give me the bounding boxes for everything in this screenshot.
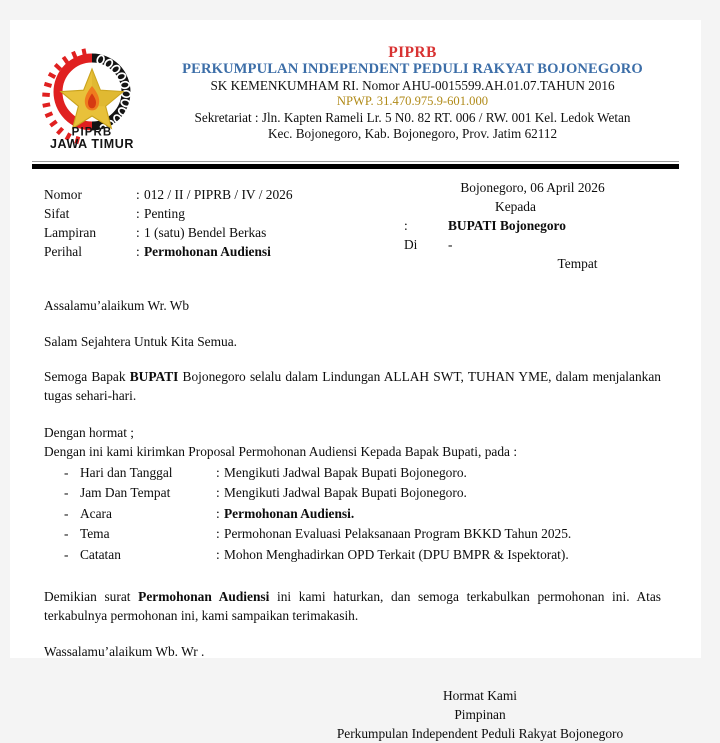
- item-colon: :: [216, 526, 220, 542]
- letter-meta-section: [32, 180, 679, 280]
- closing-paragraph: [44, 587, 661, 626]
- item-label: Acara: [80, 505, 112, 521]
- meta-label-perihal: Perihal: [44, 244, 82, 260]
- header-rule-thin: [32, 161, 679, 162]
- meta-colon: :: [136, 225, 140, 241]
- header-rule-thick: [32, 164, 679, 169]
- greeting-indonesian: Salam Sejahtera Untuk Kita Semua.: [44, 333, 238, 349]
- di-label: Di: [404, 237, 418, 253]
- meta-label-lampiran: Lampiran: [44, 225, 97, 241]
- closing-text-part2: ini kami haturkan, dan semoga terkabulkan permohonan ini. Atas terkabulnya permohonan ini, kami sampaikan terimakasih.: [44, 588, 661, 624]
- meta-row-nomor: [44, 185, 404, 204]
- prayer-text-part1: Semoga Bapak: [44, 369, 130, 385]
- signature-org-name: Perkumpulan Independent Peduli Rakyat Bojonegoro: [336, 726, 624, 742]
- document-page: [10, 20, 701, 742]
- item-label: Hari dan Tanggal: [80, 465, 173, 481]
- signature-block: [44, 686, 661, 743]
- meta-colon: :: [136, 187, 140, 202]
- org-address-line1: Sekretariat : Jln. Kapten Rameli Lr. 5 N0. 82 RT. 006 / RW. 001 Kel. Ledok Wetan: [194, 109, 631, 125]
- prayer-text-part2: Bojonegoro selalu dalam Lindungan ALLAH SWT, TUHAN YME, dalam menjalankan tugas sehari-hari.: [44, 369, 662, 404]
- org-sk-number: SK KEMENKUMHAM RI. Nomor AHU-0015599.AH.01.07.TAHUN 2016: [210, 78, 615, 94]
- addressee-di-row: [404, 235, 679, 254]
- addressee-block: [404, 178, 679, 273]
- list-item: [44, 463, 661, 483]
- tempat-label: Tempat: [557, 256, 598, 272]
- list-item: [44, 504, 661, 524]
- city-and-date: Bojonegoro, 06 April 2026: [460, 180, 605, 195]
- addressee-yth-row: [404, 216, 679, 235]
- organization-logo: [32, 44, 152, 154]
- respect-line: Dengan hormat ;: [44, 424, 134, 440]
- org-npwp: NPWP. 31.470.975.9-601.000: [336, 94, 489, 109]
- prayer-paragraph: [44, 367, 661, 406]
- item-colon: :: [216, 465, 220, 481]
- di-value: -: [448, 237, 453, 253]
- meta-value-perihal: Permohonan Audiensi: [144, 244, 271, 260]
- letter-body: [32, 296, 679, 743]
- org-abbreviation: PIPRB: [388, 44, 437, 61]
- list-item: [44, 545, 661, 565]
- item-bullet: -: [64, 485, 69, 501]
- item-bullet: -: [64, 465, 69, 481]
- meta-label-sifat: Sifat: [44, 206, 70, 222]
- piprb-emblem-icon: [38, 46, 146, 154]
- meta-value-sifat: Penting: [144, 206, 185, 222]
- item-value: Permohonan Evaluasi Pelaksanaan Program BKKD Tahun 2025.: [224, 526, 572, 542]
- item-label: Tema: [80, 526, 110, 542]
- yth-label: :: [404, 218, 408, 234]
- letterhead: [32, 30, 679, 154]
- list-item: [44, 483, 661, 503]
- prayer-bold-term: BUPATI: [129, 369, 179, 385]
- yth-value: BUPATI Bojonegoro: [448, 218, 566, 234]
- closing-text-part1: Demikian surat: [44, 588, 139, 604]
- org-full-name: PERKUMPULAN INDEPENDENT PEDULI RAKYAT BOJONEGORO: [182, 61, 643, 78]
- meta-row-lampiran: [44, 223, 404, 242]
- meta-value-nomor: 012 / II / PIPRB / IV / 2026: [144, 187, 293, 202]
- closing-bold-term: Permohonan Audiensi: [138, 588, 270, 604]
- meta-row-perihal: [44, 242, 404, 261]
- request-intro-line: Dengan ini kami kirimkan Proposal Permohonan Audiensi Kepada Bapak Bupati, pada :: [44, 444, 518, 460]
- svg-text:PIPRB: PIPRB: [71, 126, 113, 139]
- item-bullet: -: [64, 505, 69, 521]
- item-colon: :: [216, 485, 220, 501]
- item-label: Jam Dan Tempat: [80, 485, 171, 501]
- item-bullet: -: [64, 526, 69, 542]
- greeting-arabic: Assalamu’alaikum Wr. Wb: [44, 298, 190, 314]
- signature-position: Pimpinan: [454, 707, 506, 723]
- item-label: Catatan: [80, 546, 121, 562]
- item-value: Mohon Menghadirkan OPD Terkait (DPU BMPR & Ispektorat).: [224, 546, 569, 562]
- item-colon: :: [216, 546, 220, 562]
- kepada-label: Kepada: [495, 199, 536, 215]
- svg-text:JAWA TIMUR: JAWA TIMUR: [49, 137, 135, 151]
- meta-label-nomor: Nomor: [44, 187, 82, 202]
- item-value: Mengikuti Jadwal Bapak Bupati Bojonegoro.: [224, 465, 467, 481]
- request-block: [44, 423, 661, 565]
- item-value: Mengikuti Jadwal Bapak Bupati Bojonegoro.: [224, 485, 467, 501]
- list-item: [44, 524, 661, 544]
- signature-hormat-kami: Hormat Kami: [442, 688, 517, 704]
- meta-colon: :: [136, 244, 140, 260]
- request-detail-list: [44, 463, 661, 565]
- org-address-line2: Kec. Bojonegoro, Kab. Bojonegoro, Prov. Jatim 62112: [267, 125, 558, 141]
- item-value: Permohonan Audiensi.: [224, 505, 355, 521]
- meta-value-lampiran: 1 (satu) Bendel Berkas: [144, 225, 267, 241]
- item-bullet: -: [64, 546, 69, 562]
- item-colon: :: [216, 505, 220, 521]
- meta-colon: :: [136, 206, 140, 222]
- letter-reference-block: [32, 185, 404, 280]
- closing-salam: Wassalamu’alaikum Wb. Wr .: [44, 643, 205, 659]
- meta-row-sifat: [44, 204, 404, 223]
